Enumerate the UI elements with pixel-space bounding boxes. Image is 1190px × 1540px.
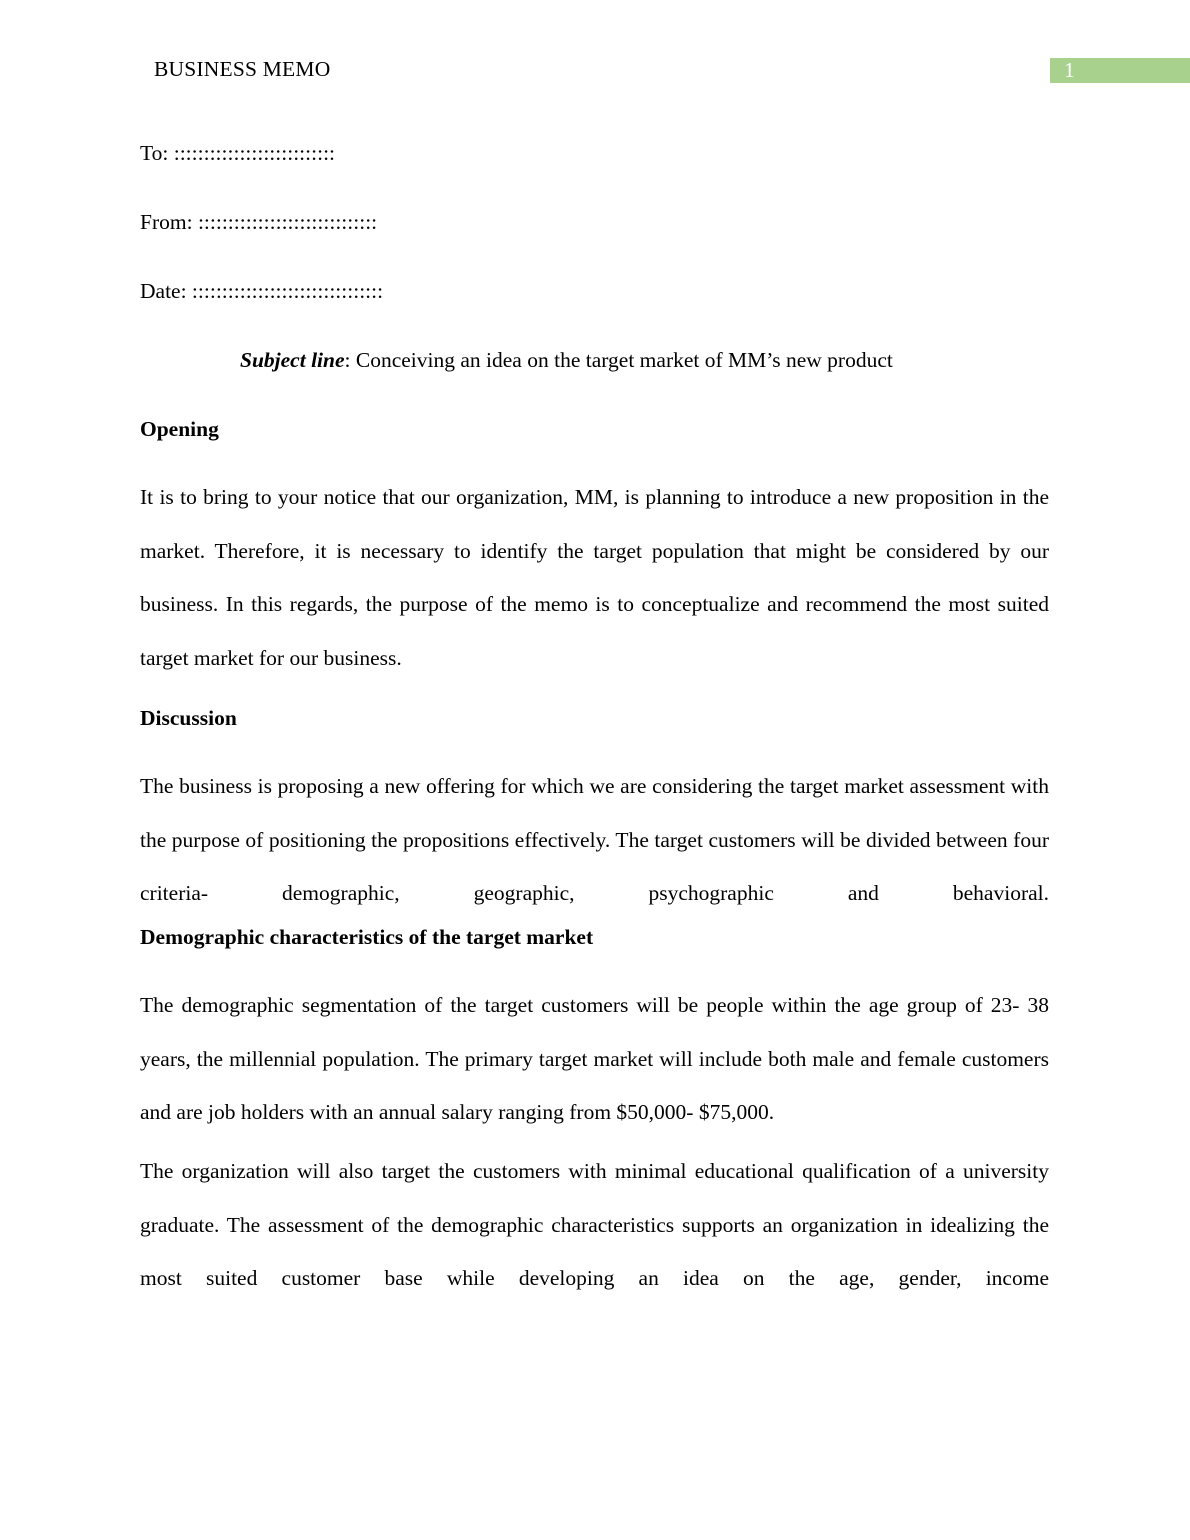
subject-line xyxy=(140,344,1049,376)
opening-paragraph: It is to bring to your notice that our organization, MM, is planning to introduce a new proposition in the market. Therefore, it is necessary to identify the target population that might be considered by our business. In this regards, the purpose of the memo is to conceptualize and recommend the most suited target market for our business. xyxy=(140,485,1049,671)
opening-heading: Opening xyxy=(140,417,219,441)
subject-text: : Conceiving an idea on the target market of MM’s new product xyxy=(344,348,893,372)
memo-date-line: Date: :::::::::::::::::::::::::::::::: xyxy=(140,279,384,303)
discussion-paragraph: The business is proposing a new offering for which we are considering the target market assessment with the purpose of positioning the propositions effectively. The target customers will be divided between four criteria- demographic, geographic, psychographic and behavioral. xyxy=(140,773,1049,906)
discussion-heading: Discussion xyxy=(140,705,237,730)
page-number: 1 xyxy=(1064,58,1075,82)
header-title: BUSINESS MEMO xyxy=(154,57,331,81)
memo-to-line: To: ::::::::::::::::::::::::::: xyxy=(140,141,336,165)
demographic-heading: Demographic characteristics of the target market xyxy=(140,924,594,949)
page-number-bar xyxy=(1050,58,1190,83)
memo-body xyxy=(140,137,1049,1322)
demographic-paragraph-2: The organization will also target the customers with minimal educational qualification of a university graduate. The assessment of the demographic characteristics supports an organization in idealizing the most suited customer base while developing an idea on the age, gender, income xyxy=(140,1159,1049,1291)
subject-label: Subject line xyxy=(240,348,345,372)
memo-from-line: From: :::::::::::::::::::::::::::::: xyxy=(140,210,378,234)
demographic-paragraph-1: The demographic segmentation of the target customers will be people within the age group of 23- 38 years, the millennial population. The primary target market will include both male and female customers and are job holders with an annual salary ranging from $50,000- $75,000. xyxy=(140,992,1049,1125)
